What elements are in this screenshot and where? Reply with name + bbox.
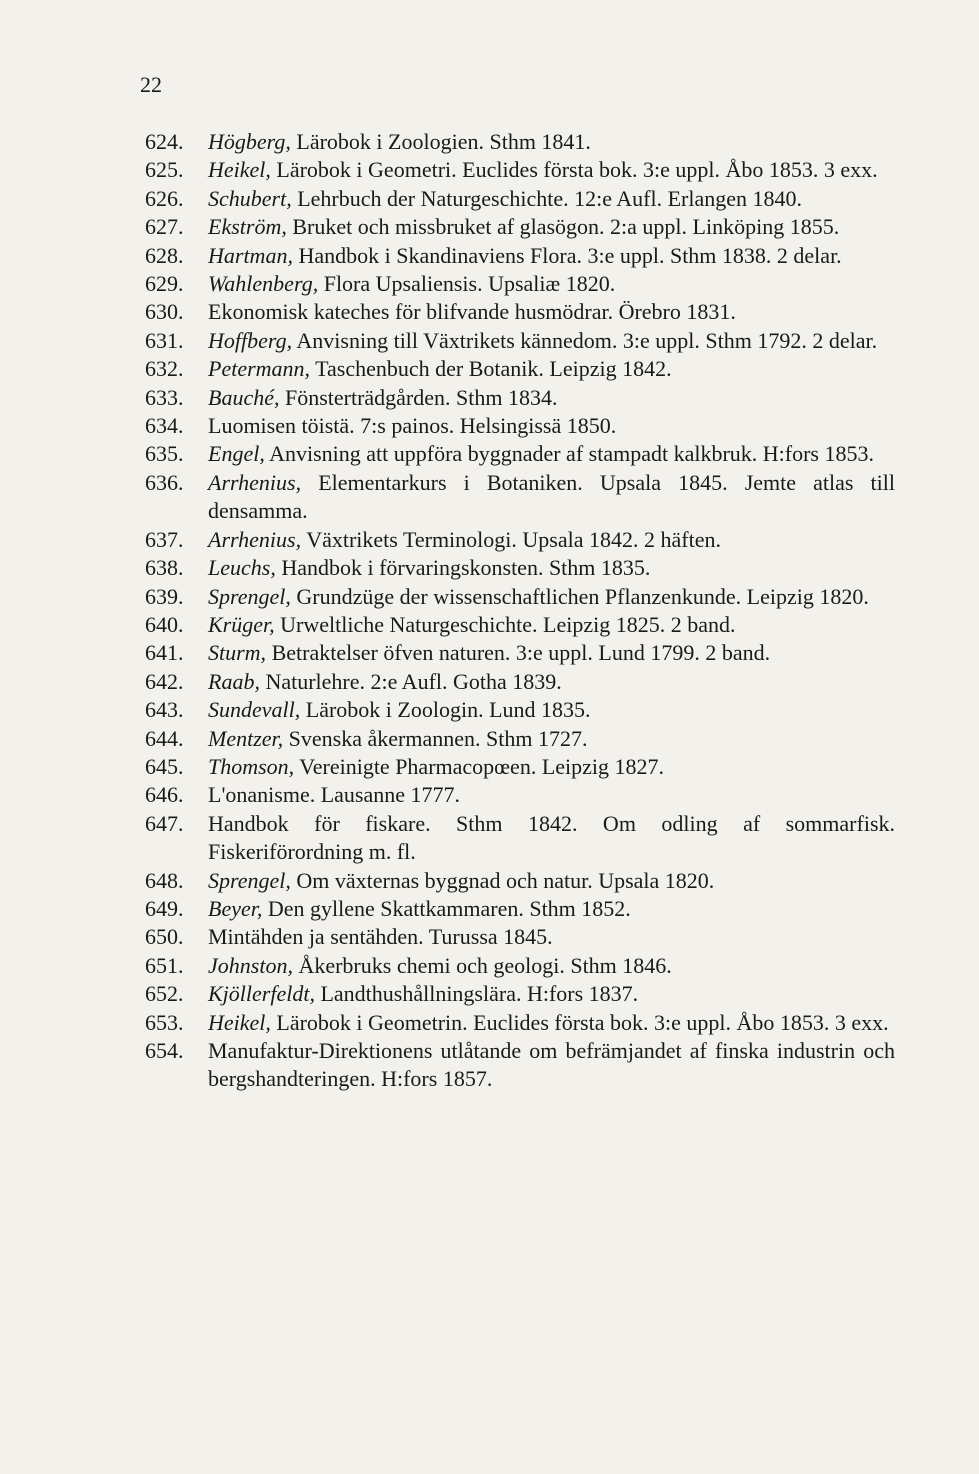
- entry-number: 642.: [145, 668, 184, 694]
- entry-text: Elementarkurs i Botaniken. Upsala 1845. Jemte atlas till densamma.: [208, 469, 895, 524]
- entry-number: 625.: [145, 157, 184, 183]
- entry-number: 652.: [145, 981, 184, 1007]
- catalog-entry: [145, 412, 895, 440]
- entry-text: Ekonomisk kateches för blifvande husmödrar. Örebro 1831.: [208, 299, 736, 325]
- entry-number: 628.: [145, 242, 184, 268]
- entry-number: 626.: [145, 185, 184, 211]
- entry-author: Hoffberg,: [208, 327, 293, 353]
- catalog-entry: [145, 753, 895, 781]
- entry-author: Ekström,: [208, 214, 287, 240]
- entry-number: 643.: [145, 697, 184, 723]
- catalog-entry: [145, 298, 895, 326]
- catalog-entry: [145, 639, 895, 667]
- entry-number: 640.: [145, 611, 184, 637]
- catalog-entry: [145, 469, 895, 526]
- entry-author: Hartman,: [208, 242, 293, 268]
- entry-number: 629.: [145, 271, 184, 297]
- entry-text: Anvisning till Växtrikets kännedom. 3:e uppl. Sthm 1792. 2 delar.: [292, 327, 878, 353]
- entry-number: 635.: [145, 441, 184, 467]
- entry-text: Den gyllene Skattkammaren. Sthm 1852.: [262, 895, 631, 921]
- entry-text: L'onanisme. Lausanne 1777.: [208, 782, 461, 808]
- entry-author: Schubert,: [208, 185, 292, 211]
- entry-number: 648.: [145, 867, 184, 893]
- entry-text: Mintähden ja sentähden. Turussa 1845.: [208, 924, 553, 950]
- entry-number: 627.: [145, 214, 184, 240]
- entry-author: Mentzer,: [208, 725, 284, 751]
- catalog-entry: [145, 781, 895, 809]
- entry-number: 644.: [145, 725, 184, 751]
- entry-number: 636.: [145, 469, 184, 495]
- catalog-entry: [145, 810, 895, 867]
- entry-author: Engel,: [208, 441, 265, 467]
- entry-number: 632.: [145, 356, 184, 382]
- catalog-entry: [145, 355, 895, 383]
- catalog-entry: [145, 611, 895, 639]
- entry-author: Petermann,: [208, 356, 311, 382]
- entry-text: Vereinigte Pharmacopœen. Leipzig 1827.: [294, 753, 665, 779]
- entry-number: 647.: [145, 810, 184, 836]
- entry-author: Beyer,: [208, 895, 263, 921]
- page-number: 22: [140, 72, 162, 97]
- catalog-entry: [145, 867, 895, 895]
- entry-number: 630.: [145, 299, 184, 325]
- catalog-entry: [145, 327, 895, 355]
- catalog-entry: [145, 696, 895, 724]
- entry-number: 650.: [145, 924, 184, 950]
- entry-text: Svenska åkermannen. Sthm 1727.: [283, 725, 588, 751]
- entry-text: Luomisen töistä. 7:s painos. Helsingissä 1850.: [208, 413, 617, 439]
- entry-author: Sprengel,: [208, 583, 291, 609]
- entry-text: Taschenbuch der Botanik. Leipzig 1842.: [310, 356, 672, 382]
- entry-author: Heikel,: [208, 1009, 271, 1035]
- entry-author: Högberg,: [208, 129, 291, 154]
- entry-number: 634.: [145, 413, 184, 439]
- catalog-entry: [145, 440, 895, 468]
- entry-text: Om växternas byggnad och natur. Upsala 1820.: [290, 867, 715, 893]
- entry-text: Flora Upsaliensis. Upsaliæ 1820.: [318, 271, 616, 297]
- entry-author: Sprengel,: [208, 867, 291, 893]
- entry-author: Wahlenberg,: [208, 271, 319, 297]
- entry-text: Naturlehre. 2:e Aufl. Gotha 1839.: [259, 668, 562, 694]
- entry-author: Sturm,: [208, 640, 267, 666]
- catalog-entry: [145, 583, 895, 611]
- catalog-entry: [145, 270, 895, 298]
- catalog-entry: [145, 1009, 895, 1037]
- entry-author: Leuchs,: [208, 555, 276, 581]
- entry-author: Thomson,: [208, 753, 295, 779]
- entry-number: 649.: [145, 895, 184, 921]
- catalog-entry: [145, 384, 895, 412]
- entry-number: 624.: [145, 129, 184, 154]
- entry-text: Grundzüge der wissenschaftlichen Pflanzenkunde. Leipzig 1820.: [290, 583, 869, 609]
- entry-text: Lärobok i Geometrin. Euclides första bok. 3:e uppl. Åbo 1853. 3 exx.: [270, 1009, 889, 1035]
- entry-author: Arrhenius,: [208, 526, 302, 552]
- entry-author: Raab,: [208, 668, 260, 694]
- entry-text: Handbok i förvaringskonsten. Sthm 1835.: [275, 555, 651, 581]
- catalog-entry: [145, 526, 895, 554]
- entry-number: 638.: [145, 555, 184, 581]
- entry-number: 654.: [145, 1038, 184, 1063]
- catalog-entry: [145, 952, 895, 980]
- entry-author: Sundevall,: [208, 697, 301, 723]
- entry-number: 646.: [145, 782, 184, 808]
- entry-number: 641.: [145, 640, 184, 666]
- entry-number: 639.: [145, 583, 184, 609]
- entry-author: Johnston,: [208, 952, 293, 978]
- entry-list: [145, 128, 895, 1094]
- catalog-entry: [145, 980, 895, 1008]
- entry-author: Heikel,: [208, 157, 271, 183]
- entry-author: Arrhenius,: [208, 469, 302, 495]
- entry-number: 653.: [145, 1009, 184, 1035]
- catalog-entry: [145, 668, 895, 696]
- entry-text: Lärobok i Geometri. Euclides första bok. 3:e uppl. Åbo 1853. 3 exx.: [270, 157, 878, 183]
- entry-text: Bruket och missbruket af glasögon. 2:a uppl. Linköping 1855.: [286, 214, 840, 240]
- entry-text: Urweltliche Naturgeschichte. Leipzig 1825. 2 band.: [274, 611, 736, 637]
- entry-text: Åkerbruks chemi och geologi. Sthm 1846.: [292, 952, 672, 978]
- entry-number: 637.: [145, 526, 184, 552]
- catalog-entry: [145, 242, 895, 270]
- entry-number: 631.: [145, 327, 184, 353]
- entry-text: Landthushållningslära. H:fors 1837.: [314, 981, 639, 1007]
- catalog-entry: [145, 725, 895, 753]
- catalog-entry: [145, 128, 895, 156]
- entry-text: Lärobok i Zoologin. Lund 1835.: [300, 697, 591, 723]
- entry-text: Lehrbuch der Naturgeschichte. 12:e Aufl. Erlangen 1840.: [291, 185, 803, 211]
- entry-text: Lärobok i Zoologien. Sthm 1841.: [290, 129, 591, 154]
- entry-number: 633.: [145, 384, 184, 410]
- catalog-entry: [145, 1037, 895, 1094]
- entry-text: Växtrikets Terminologi. Upsala 1842. 2 häften.: [301, 526, 721, 552]
- entry-text: Fönsterträdgården. Sthm 1834.: [279, 384, 558, 410]
- catalog-entry: [145, 156, 895, 184]
- entry-text: Anvisning att uppföra byggnader af stampadt kalkbruk. H:fors 1853.: [264, 441, 874, 467]
- entry-text: Manufaktur-Direktionens utlåtande om befrämjandet af finska industrin och bergshandteringen. H:fors 1857.: [208, 1038, 895, 1092]
- entry-author: Krüger,: [208, 611, 275, 637]
- catalog-entry: [145, 213, 895, 241]
- catalog-entry: [145, 554, 895, 582]
- entry-author: Bauché,: [208, 384, 280, 410]
- catalog-entry: [145, 185, 895, 213]
- entry-author: Kjöllerfeldt,: [208, 981, 315, 1007]
- entry-text: Betraktelser öfven naturen. 3:e uppl. Lund 1799. 2 band.: [266, 640, 771, 666]
- entry-number: 645.: [145, 753, 184, 779]
- catalog-entry: [145, 895, 895, 923]
- entry-text: Handbok för fiskare. Sthm 1842. Om odling af sommarfisk. Fiskeriförordning m. fl.: [208, 810, 895, 865]
- catalog-entry: [145, 923, 895, 951]
- entry-number: 651.: [145, 952, 184, 978]
- entry-text: Handbok i Skandinaviens Flora. 3:e uppl. Sthm 1838. 2 delar.: [292, 242, 842, 268]
